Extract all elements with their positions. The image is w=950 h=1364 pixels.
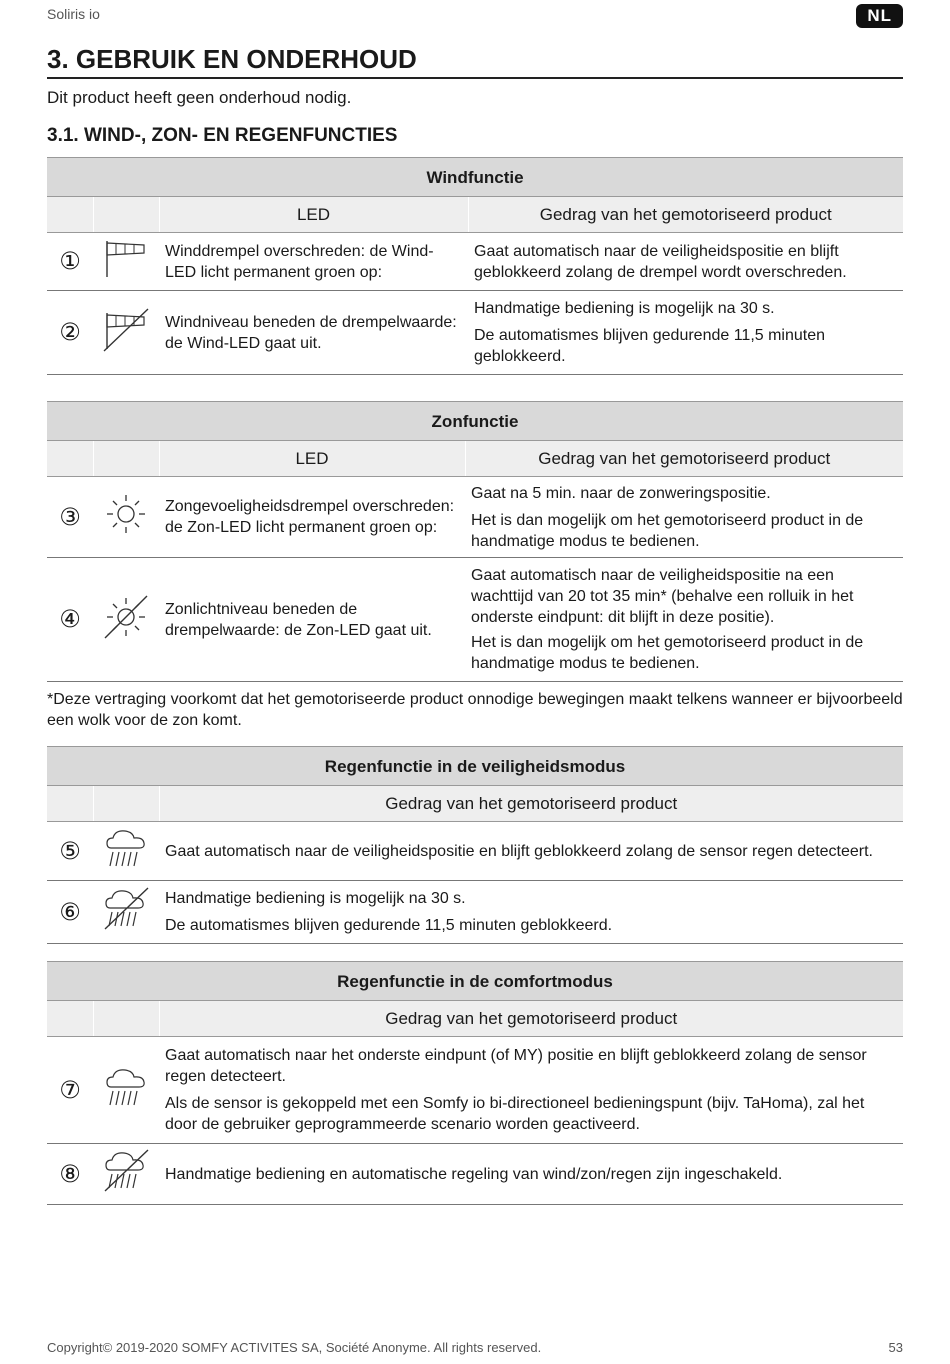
section-title: 3.1. WIND-, ZON- EN REGENFUNCTIES [47,125,398,146]
behavior-line: Gaat automatisch naar de veiligheidspositie na een wachttijd van 20 tot 35 min* (behalve een rolluik in het onderste eindpunt: dit blijft in deze positie). [471,567,854,626]
row-number: ⑧ [47,1144,93,1205]
led-text: Winddrempel overschreden: de Wind-LED licht permanent groen op: [159,233,468,291]
sun-off-icon [93,558,159,682]
behavior-line: Handmatige bediening is mogelijk na 30 s. [165,890,466,907]
rain-off-icon [93,1144,159,1205]
led-text: Zonlichtniveau beneden de drempelwaarde: de Zon-LED gaat uit. [159,558,465,682]
table-row [47,558,903,682]
rain-icon [93,822,159,881]
table-row [47,822,903,881]
led-text: Zongevoeligheidsdrempel overschreden: de Zon-LED licht permanent groen op: [159,477,465,558]
behavior-text [159,822,903,881]
behavior-line: Gaat automatisch naar de veiligheidspositie en blijft geblokkeerd zolang de drempel wordt overschreden. [474,242,847,281]
brand-name: Soliris io [47,6,100,22]
page-title: 3. GEBRUIK EN ONDERHOUD [47,44,903,79]
col-led: LED [159,197,468,233]
behavior-line: Gaat na 5 min. naar de zonweringspositie. [471,484,771,502]
wind-sock-icon [93,233,159,291]
sun-table [47,401,903,682]
row-number: ③ [47,477,93,558]
empty-cell [47,197,93,233]
behavior-text [159,1037,903,1144]
behavior-text [468,233,903,291]
table-row [47,477,903,558]
footnote: *Deze vertraging voorkomt dat het gemotoriseerde product onnodige bewegingen maakt telkens wanneer er bijvoorbeeld een wolk voor de zon komt. [47,691,903,729]
row-number: ⑥ [47,881,93,944]
row-number: ① [47,233,93,291]
rain-comfort-table [47,961,903,1205]
table-row [47,1144,903,1205]
empty-cell [47,441,93,477]
behavior-text [159,881,903,944]
behavior-line: Als de sensor is gekoppeld met een Somfy io bi-directioneel bedieningspunt (bijv. TaHoma), zal het door de gebruiker geprogrammeerde scenario worden geactiveerd. [165,1095,865,1133]
wind-sock-off-icon [93,291,159,375]
footer [47,1340,903,1355]
rain-comfort-title: Regenfunctie in de comfortmodus [47,962,903,1001]
led-text: Windniveau beneden de drempelwaarde: de Wind-LED gaat uit. [159,291,468,375]
page-number: 53 [888,1340,903,1355]
empty-cell [93,786,159,822]
rain-safety-table [47,746,903,944]
copyright-text: Copyright© 2019-2020 SOMFY ACTIVITES SA, Société Anonyme. All rights reserved. [47,1340,542,1355]
row-number: ④ [47,558,93,682]
col-behavior: Gedrag van het gemotoriseerd product [159,786,903,822]
behavior-text [468,291,903,375]
rain-off-icon [93,881,159,944]
table-row [47,881,903,944]
rain-icon [93,1037,159,1144]
behavior-text [465,477,903,558]
sun-icon [93,477,159,558]
empty-cell [47,786,93,822]
behavior-line: Gaat automatisch naar het onderste eindpunt (of MY) positie en blijft geblokkeerd zolang de sensor regen detecteert. [165,1047,867,1085]
empty-cell [93,441,159,477]
col-behavior: Gedrag van het gemotoriseerd product [159,1001,903,1037]
behavior-line: Handmatige bediening is mogelijk na 30 s. [474,300,775,317]
row-number: ② [47,291,93,375]
rain-safety-title: Regenfunctie in de veiligheidsmodus [47,747,903,786]
intro-text: Dit product heeft geen onderhoud nodig. [47,88,352,107]
table-row [47,233,903,291]
empty-cell [93,197,159,233]
behavior-line: De automatismes blijven gedurende 11,5 minuten geblokkeerd. [474,327,826,365]
behavior-line: Het is dan mogelijk om het gemotoriseerd product in de handmatige modus te bedienen. [471,634,864,672]
row-number: ⑦ [47,1037,93,1144]
behavior-text [159,1144,903,1205]
language-badge: NL [856,4,903,28]
col-led: LED [159,441,465,477]
wind-table-title: Windfunctie [47,158,903,197]
col-behavior: Gedrag van het gemotoriseerd product [468,197,903,233]
empty-cell [47,1001,93,1037]
table-row [47,1037,903,1144]
col-behavior: Gedrag van het gemotoriseerd product [465,441,903,477]
behavior-line: Gaat automatisch naar de veiligheidspositie en blijft geblokkeerd zolang de sensor regen detecteert. [165,842,873,860]
behavior-text [465,558,903,682]
behavior-line: De automatismes blijven gedurende 11,5 minuten geblokkeerd. [165,917,613,934]
table-row [47,291,903,375]
behavior-line: Het is dan mogelijk om het gemotoriseerd product in de handmatige modus te bedienen. [471,511,864,550]
wind-table [47,157,903,375]
empty-cell [93,1001,159,1037]
sun-table-title: Zonfunctie [47,402,903,441]
row-number: ⑤ [47,822,93,881]
behavior-line: Handmatige bediening en automatische regeling van wind/zon/regen zijn ingeschakeld. [165,1165,783,1183]
